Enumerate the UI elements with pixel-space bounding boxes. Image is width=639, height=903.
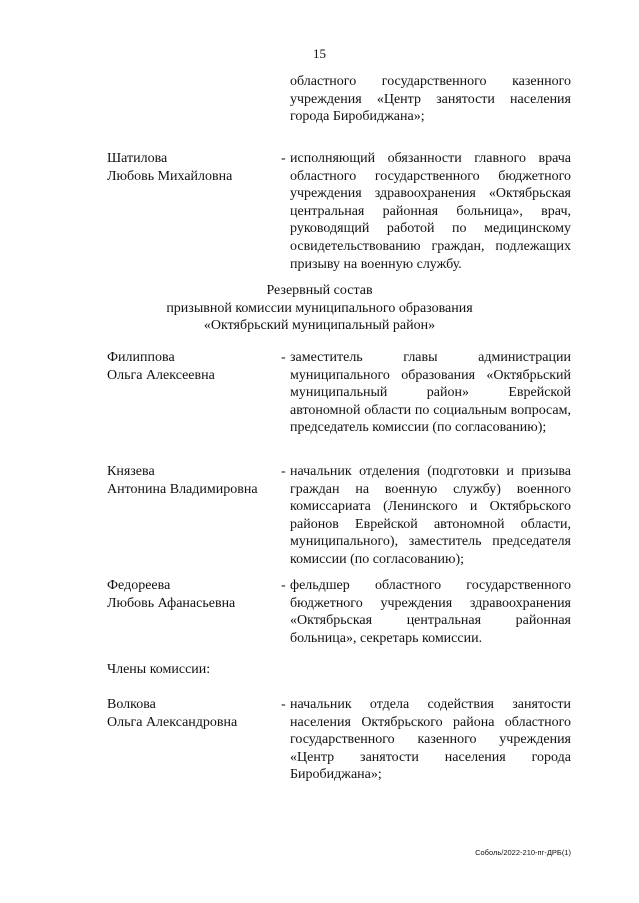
page-number: 15: [313, 46, 326, 61]
reserve-heading-line1: Резервный состав: [266, 283, 373, 298]
member-description: заместитель главы администрации муниципального образования «Октябрьский муниципальный район» Еврейской автономной области по социальным вопросам, председатель комиссии (по согласованию);: [290, 350, 571, 436]
member-surname: Шатилова: [107, 151, 168, 166]
entry-dash: -: [281, 151, 286, 166]
member-name: [107, 349, 277, 384]
reserve-heading-line3: «Октябрьский муниципальный район»: [203, 318, 436, 334]
member-description: начальник отделения (подготовки и призыва граждан на военную службу) военного комиссариата (Ленинского и Октябрьского районов Еврейской автономной области, муниципального), заместитель председателя комиссии (по согласованию);: [290, 464, 571, 567]
member-name: [107, 463, 277, 498]
member-surname: Федореева: [107, 578, 171, 593]
member-name: [107, 577, 277, 612]
member-surname: Филиппова: [107, 350, 175, 365]
member-given-names: Любовь Афанасьевна: [107, 595, 236, 611]
continuation-description: областного государственного казенного учреждения «Центр занятости населения города Биробиджана»;: [290, 74, 571, 125]
member-given-names: Любовь Михайловна: [107, 168, 233, 184]
member-description: фельдшер областного государственного бюджетного учреждения здравоохранения «Октябрьская центральная районная больница», секретарь комиссии.: [290, 578, 571, 646]
reserve-heading: [0, 282, 639, 335]
member-given-names: Ольга Алексеевна: [107, 367, 215, 383]
document-code: Соболь/2022-210-пг-ДРБ(1): [475, 848, 571, 857]
member-name: [107, 696, 277, 731]
entry-dash: -: [281, 350, 286, 365]
entry-dash: -: [281, 464, 286, 479]
entry-dash: -: [281, 697, 286, 712]
member-surname: Князева: [107, 464, 155, 479]
entry-dash: -: [281, 578, 286, 593]
member-given-names: Ольга Александровна: [107, 714, 238, 730]
member-description: исполняющий обязанности главного врача областного государственного бюджетного учреждения здравоохранения «Октябрьская центральная районная больница», врач, руководящий работой по медицинскому освидетельствованию граждан, подлежащих призыву на военную службу.: [290, 151, 571, 272]
member-name: [107, 150, 277, 185]
member-given-names: Антонина Владимировна: [107, 481, 258, 497]
reserve-heading-line2: призывной комиссии муниципального образования: [166, 300, 473, 316]
member-surname: Волкова: [107, 697, 156, 712]
member-description: начальник отдела содействия занятости населения Октябрьского района областного государственного казенного учреждения «Центр занятости населения города Биробиджана»;: [290, 697, 571, 783]
members-label: Члены комиссии:: [107, 662, 211, 677]
